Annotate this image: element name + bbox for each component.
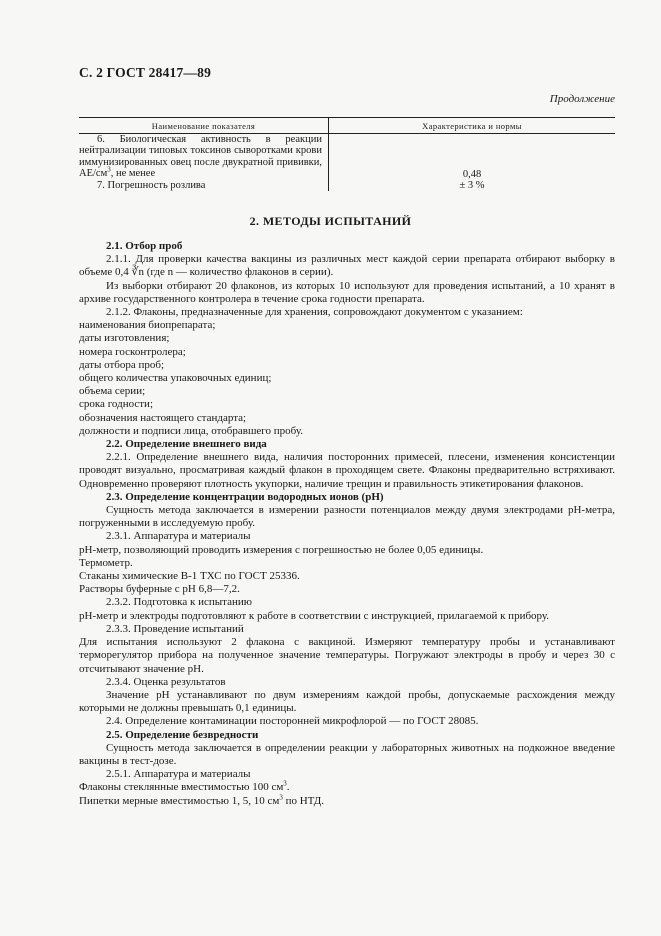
row6-label: 6. Биологическая активность в реакции нейтрализации типовых токсинов сыворотками крови иммунизированных овец после двукратной прививки, $АЕ/см^3$, не менее xyxy=(79,134,329,180)
paragraph: Значение рН устанавливают по двум измерениям каждой пробы, допускаемые расхождения между которыми не должны превышать 0,1 единицы. xyxy=(79,688,615,715)
clause-heading: 2.4. Определение контаминации посторонней микрофлорой — по ГОСТ 28085. xyxy=(106,715,479,728)
paragraph: должности и подписи лица, отобравшего пробу. xyxy=(79,424,304,437)
paragraph: даты изготовления; xyxy=(79,332,170,345)
paragraph: Стаканы химические В-1 ТХС по ГОСТ 25336. xyxy=(79,570,300,583)
paragraph: Растворы буферные с рН 6,8—7,2. xyxy=(79,583,240,596)
table-header-row xyxy=(79,118,615,134)
paragraph: Пипетки мерные вместимостью 1, 5, 10 $см^3$ по НТД. xyxy=(79,792,324,807)
paragraph: объема серии; xyxy=(79,385,146,398)
subsection-heading: 2.5. Определение безвредности xyxy=(106,728,259,741)
paragraph: даты отбора проб; xyxy=(79,358,165,371)
col2-header: Характеристика и нормы xyxy=(329,118,616,134)
paragraph: Для испытания используют 2 флакона с вакциной. Измеряют температуру пробы и устанавливают терморегулятор прибора на полученное значение температуры. Погружают электроды в пробу и через 30 с отсчитывают значение рН. xyxy=(79,636,615,675)
paragraph: номера госконтролера; xyxy=(79,345,186,358)
section-title: 2. МЕТОДЫ ИСПЫТАНИЙ xyxy=(249,214,412,228)
subsection-heading: 2.3. Определение концентрации водородных ионов (рН) xyxy=(106,490,384,503)
clause-heading: 2.3.3. Проведение испытаний xyxy=(106,622,244,635)
paragraph: Сущность метода заключается в определении реакции у лабораторных животных на подкожное введение вакцины в тест-дозе. xyxy=(79,741,615,767)
paragraph: рН-метр, позволяющий проводить измерения с погрешностью не более 0,05 единицы. xyxy=(79,543,484,556)
spec-table xyxy=(79,117,615,191)
subsection-heading: 2.1. Отбор проб xyxy=(106,240,183,252)
paragraph: 2.2.1. Определение внешнего вида, наличия посторонних примесей, плесени, изменения консистенции проводят визуально, просматривая каждый флакон в проходящем свете. Флаконы предварительно встряхивают. Одновременно проверяют плотность укупорки, наличие трещин и правильность этикетирования флаконов. xyxy=(79,451,615,490)
paragraph: Из выборки отбирают 20 флаконов, из которых 10 используют для проведения испытаний, а 10 хранят в архиве государственного контролера в течение срока годности препарата. xyxy=(79,279,615,305)
col1-header: Наименование показателя xyxy=(79,118,329,134)
table-row xyxy=(79,134,615,180)
paragraph: Термометр. xyxy=(79,556,133,569)
clause-heading: 2.3.4. Оценка результатов xyxy=(106,675,226,688)
document-body xyxy=(79,240,615,808)
paragraph: наименования биопрепарата; xyxy=(79,319,216,332)
clause-heading: 2.3.1. Аппаратура и материалы xyxy=(106,530,251,543)
clause-heading: 2.5.1. Аппаратура и материалы xyxy=(106,768,251,781)
row7-value: ± 3 % xyxy=(459,180,485,192)
subsection-heading: 2.2. Определение внешнего вида xyxy=(106,438,267,451)
paragraph: Сущность метода заключается в измерении разности потенциалов между двумя электродами рН-метра, погруженными в исследуемую пробу. xyxy=(79,504,615,530)
paragraph: 2.1.2. Флаконы, предназначенные для хранения, сопровождают документом с указанием: xyxy=(106,306,523,319)
paragraph: Флаконы стеклянные вместимостью 100 $см^3$. xyxy=(79,779,290,794)
table-row xyxy=(79,180,615,191)
paragraph: обозначения настоящего стандарта; xyxy=(79,411,247,424)
paragraph: общего количества упаковочных единиц; xyxy=(79,372,272,385)
paragraph: рН-метр и электроды подготовляют к работе в соответствии с инструкцией, прилагаемой к прибору. xyxy=(79,609,550,622)
row7-label: 7. Погрешность розлива xyxy=(79,180,329,191)
page-header: С. 2 ГОСТ 28417—89 xyxy=(79,65,212,80)
clause-heading: 2.3.2. Подготовка к испытанию xyxy=(106,596,252,609)
paragraph: срока годности; xyxy=(79,398,154,411)
paragraph: 2.1.1. Для проверки качества вакцины из различных мест каждой серии препарата отбирают выборку в объеме 0,4 ∛n (где n — количество флаконов в серии). xyxy=(79,253,615,279)
row6-value: 0,48 xyxy=(462,168,482,180)
continuation-label: Продолжение xyxy=(549,93,615,105)
